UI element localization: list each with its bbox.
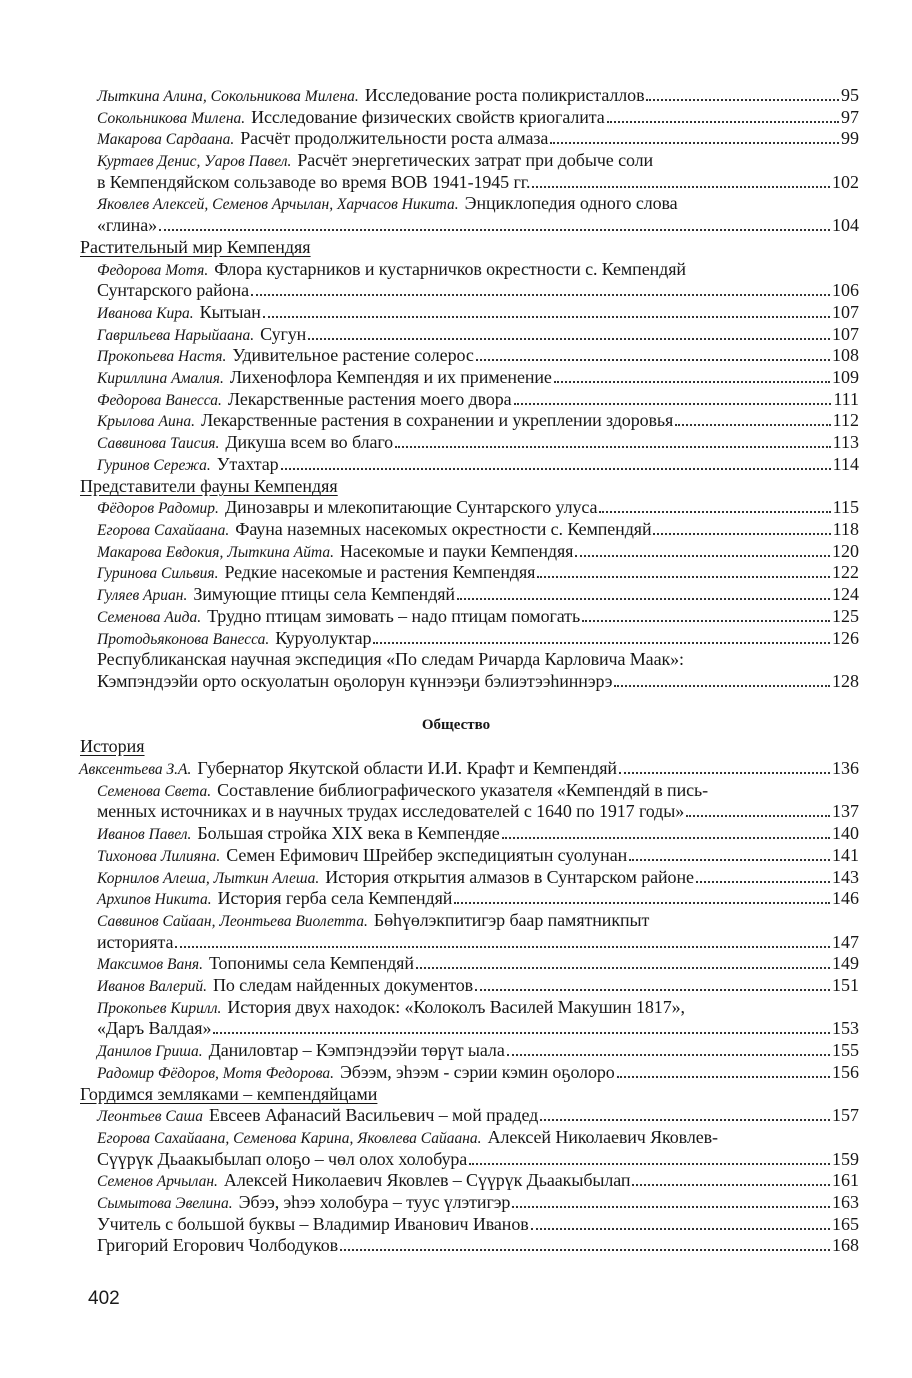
toc-line <box>97 214 859 236</box>
entry-title: «глина» <box>97 215 158 235</box>
toc-line <box>97 301 859 325</box>
entry-page-number: 163 <box>832 1192 859 1212</box>
toc-line <box>97 171 859 193</box>
entry-title: Исследование роста поликристаллов <box>364 85 645 105</box>
entry-author: Яковлев Алексей, Семенов Арчылан, Харчасов Никита. <box>97 196 459 213</box>
entry-title: Лекарственные растения в сохранении и укреплении здоровья <box>201 410 674 430</box>
entry-page-number: 168 <box>832 1235 859 1255</box>
entry-title: Утахтар <box>216 454 279 474</box>
entry-author: Авксентьева З.А. <box>79 761 192 778</box>
entry-title: Составление библиографического указателя «Кемпендяй в пись- <box>217 780 708 800</box>
toc-line <box>97 366 859 390</box>
entry-page-number: 104 <box>832 215 859 235</box>
dot-leader <box>213 1032 830 1034</box>
dot-leader <box>263 316 830 318</box>
toc-line <box>97 1061 859 1085</box>
entry-title: Фауна наземных насекомых окрестности с. Кемпендяй <box>235 519 652 539</box>
dot-leader <box>599 511 830 513</box>
toc-line <box>97 496 859 520</box>
section-heading: История <box>80 736 145 756</box>
dot-leader <box>281 468 831 470</box>
dot-leader <box>537 576 830 578</box>
entry-title: Алексей Николаевич Яковлев – Сүүрүк Дьаакыбылап <box>223 1170 631 1190</box>
entry-page-number: 137 <box>832 801 859 821</box>
toc-line <box>97 844 859 868</box>
dot-leader <box>502 837 830 839</box>
toc-line <box>97 1234 859 1256</box>
entry-author: Иванова Кира. <box>97 305 194 322</box>
entry-author: Егорова Сахайаана, Семенова Карина, Яковлева Сайаана. <box>97 1130 482 1147</box>
dot-leader <box>614 685 830 687</box>
entry-title: Лихенофлора Кемпендяя и их применение <box>229 367 552 387</box>
entry-title: Исследование физических свойств криогалита <box>251 107 605 127</box>
dot-leader <box>416 967 830 969</box>
entry-page-number: 115 <box>832 497 859 517</box>
entry-title: Евсеев Афанасий Васильевич – мой прадед <box>209 1105 539 1125</box>
toc-line <box>97 279 859 301</box>
entry-page-number: 147 <box>832 932 859 952</box>
entry-author: Федорова Ванесса. <box>97 392 222 409</box>
dot-leader <box>514 403 832 405</box>
toc-line <box>97 974 859 998</box>
entry-author: Гаврильева Нарыйаана. <box>97 327 255 344</box>
entry-page-number: 128 <box>832 671 859 691</box>
dot-leader <box>475 989 830 991</box>
toc-line <box>97 931 859 953</box>
entry-author: Куртаев Денис, Уаров Павел. <box>97 153 292 170</box>
entry-title: Расчёт продолжительности роста алмаза <box>240 128 549 148</box>
dot-leader <box>175 946 830 948</box>
dot-leader <box>582 620 830 622</box>
entry-title: Кэмпэндээйи орто оскуолатын оҕолорун күннээҕи бэлиэтээһиннэрэ <box>97 671 613 691</box>
entry-title: Насекомые и пауки Кемпендяя <box>339 541 574 561</box>
entry-author: Иванов Валерий. <box>97 978 207 995</box>
entry-page-number: 102 <box>832 172 859 192</box>
entry-author: Архипов Никита. <box>97 891 212 908</box>
toc-line <box>97 887 859 911</box>
toc-line <box>97 192 859 216</box>
entry-title: историята <box>97 932 174 952</box>
toc-line <box>97 149 859 173</box>
toc-line <box>97 127 859 151</box>
dot-leader <box>617 1076 830 1078</box>
toc-line <box>97 561 859 585</box>
entry-title: Григорий Егорович Чолбодуков <box>97 1235 338 1255</box>
entry-page-number: 109 <box>832 367 859 387</box>
entry-page-number: 106 <box>832 280 859 300</box>
entry-author: Фёдоров Радомир. <box>97 500 219 517</box>
toc-line <box>97 648 859 670</box>
entry-author: Прокопьев Кирилл. <box>97 1000 222 1017</box>
entry-page-number: 112 <box>832 410 859 430</box>
entry-author: Саввинова Таисия. <box>97 435 220 452</box>
dot-leader <box>575 555 830 557</box>
entry-page-number: 97 <box>841 107 859 127</box>
entry-page-number: 107 <box>832 324 859 344</box>
entry-title: «Даръ Валдая» <box>97 1018 212 1038</box>
entry-title: Кытыан <box>199 302 261 322</box>
entry-author: Лыткина Алина, Сокольникова Милена. <box>97 88 359 105</box>
entry-title: История герба села Кемпендяй <box>217 888 453 908</box>
section-heading: Гордимся земляками – кемпендяйцами <box>80 1084 378 1104</box>
entry-author: Максимов Ваня. <box>97 956 203 973</box>
dot-leader <box>632 1184 830 1186</box>
dot-leader <box>554 381 830 383</box>
dot-leader <box>457 598 830 600</box>
entry-author: Тихонова Лилияна. <box>97 848 221 865</box>
dot-leader <box>251 294 830 296</box>
entry-page-number: 161 <box>832 1170 859 1190</box>
entry-page-number: 151 <box>832 975 859 995</box>
entry-author: Саввинов Сайаан, Леонтьева Виолетта. <box>97 913 368 930</box>
entry-title: Республиканская научная экспедиция «По следам Ричарда Карловича Маак»: <box>97 649 684 669</box>
dot-leader <box>308 338 830 340</box>
entry-author: Семенова Аида. <box>97 609 202 626</box>
dot-leader <box>550 142 839 144</box>
entry-page-number: 136 <box>832 758 859 778</box>
entry-author: Данилов Гриша. <box>97 1043 203 1060</box>
toc-line <box>97 84 859 108</box>
entry-title: Зимующие птицы села Кемпендяй <box>193 584 455 604</box>
entry-author: Гуринов Сережа. <box>97 457 211 474</box>
entry-page-number: 114 <box>832 454 859 474</box>
toc-line <box>97 583 859 607</box>
entry-page-number: 122 <box>832 562 859 582</box>
entry-author: Радомир Фёдоров, Мотя Федорова. <box>97 1065 335 1082</box>
entry-title: Эбээ, эһээ холобура – туус үлэтигэр <box>238 1192 511 1212</box>
dot-leader <box>340 1249 830 1251</box>
toc-line <box>97 518 859 542</box>
entry-page-number: 120 <box>832 541 859 561</box>
entry-author: Корнилов Алеша, Лыткин Алеша. <box>97 870 320 887</box>
entry-author: Макарова Сардаана. <box>97 131 235 148</box>
dot-leader <box>540 1119 830 1121</box>
entry-author: Семенова Света. <box>97 783 212 800</box>
entry-author: Крылова Аина. <box>97 413 196 430</box>
entry-title: Эбээм, эһээм - сэрии кэмин оҕолоро <box>340 1062 615 1082</box>
toc-line <box>97 605 859 629</box>
entry-title: Большая стройка XIX века в Кемпендяе <box>197 823 500 843</box>
entry-page-number: 140 <box>832 823 859 843</box>
division-heading: Общество <box>421 717 491 733</box>
dot-leader <box>653 533 830 535</box>
entry-title: Сугун <box>260 324 307 344</box>
entry-title: Бөһүөлэкпитигэр баар памятникпыт <box>373 910 650 930</box>
dot-leader <box>469 1163 830 1165</box>
entry-title: Расчёт энергетических затрат при добыче соли <box>297 150 654 170</box>
dot-leader <box>532 186 830 188</box>
entry-author: Макарова Евдокия, Лыткина Айта. <box>97 544 334 561</box>
entry-title: Семен Ефимович Шрейбер экспедициятын суолунан <box>226 845 628 865</box>
toc-line <box>97 670 859 692</box>
toc-line <box>97 909 859 933</box>
section-heading: Представители фауны Кемпендяя <box>80 476 338 496</box>
entry-author: Егорова Сахайаана. <box>97 522 230 539</box>
entry-title: История открытия алмазов в Сунтарском районе <box>325 867 694 887</box>
dot-leader <box>395 446 831 448</box>
entry-title: Динозавры и млекопитающие Сунтарского улуса <box>224 497 598 517</box>
entry-title: Даниловтар – Кэмпэндээйи төрүт ыала <box>208 1040 505 1060</box>
entry-author: Семенов Арчылан. <box>97 1173 218 1190</box>
dot-leader <box>159 229 830 231</box>
dot-leader <box>607 121 839 123</box>
dot-leader <box>512 1206 830 1208</box>
entry-title: По следам найденных документов <box>212 975 474 995</box>
toc-line <box>97 1191 859 1215</box>
toc-line <box>97 1104 859 1128</box>
entry-author: Прокопьева Настя. <box>97 348 227 365</box>
entry-title: Учитель с большой буквы – Владимир Иванович Иванов <box>97 1214 529 1234</box>
entry-page-number: 124 <box>832 584 859 604</box>
entry-title: Трудно птицам зимовать – надо птицам помогать <box>207 606 581 626</box>
dot-leader <box>476 359 830 361</box>
toc-line <box>97 453 859 477</box>
entry-page-number: 99 <box>841 128 859 148</box>
dot-leader <box>619 772 830 774</box>
toc-line <box>97 409 859 433</box>
entry-page-number: 126 <box>832 628 859 648</box>
toc-line <box>97 800 859 822</box>
entry-page-number: 155 <box>832 1040 859 1060</box>
dot-leader <box>507 1054 830 1056</box>
dot-leader <box>373 642 830 644</box>
dot-leader <box>675 424 830 426</box>
dot-leader <box>686 815 830 817</box>
entry-author: Федорова Мотя. <box>97 262 209 279</box>
entry-page-number: 125 <box>832 606 859 626</box>
entry-title: Алексей Николаевич Яковлев- <box>487 1127 718 1147</box>
entry-author: Леонтьев Саша <box>97 1108 203 1125</box>
entry-author: Сокольникова Милена. <box>97 110 246 127</box>
entry-title: Губернатор Якутской области И.И. Крафт и Кемпендяй <box>197 758 617 778</box>
entry-author: Протодьяконова Ванесса. <box>97 631 270 648</box>
entry-title: Флора кустарников и кустарничков окрестности с. Кемпендяй <box>214 259 686 279</box>
dot-leader <box>646 99 839 101</box>
dot-leader <box>454 902 830 904</box>
entry-author: Сымытова Эвелина. <box>97 1195 233 1212</box>
toc-line <box>97 1148 859 1170</box>
entry-page-number: 107 <box>832 302 859 322</box>
dot-leader <box>531 1228 830 1230</box>
dot-leader <box>696 881 830 883</box>
entry-page-number: 146 <box>832 888 859 908</box>
entry-page-number: 156 <box>832 1062 859 1082</box>
entry-title: История двух находок: «Колоколъ Василей Макушин 1817», <box>227 997 685 1017</box>
entry-page-number: 159 <box>832 1149 859 1169</box>
entry-author: Кириллина Амалия. <box>97 370 224 387</box>
entry-title: Сүүрүк Дьаакыбылап олоҕо – чөл олох холобура <box>97 1149 468 1169</box>
entry-page-number: 149 <box>832 953 859 973</box>
toc-line <box>97 431 859 455</box>
toc-line <box>97 952 859 976</box>
entry-page-number: 157 <box>832 1105 859 1125</box>
toc-line <box>97 344 859 368</box>
entry-author: Иванов Павел. <box>97 826 192 843</box>
entry-title: Редкие насекомые и растения Кемпендяя <box>224 562 536 582</box>
entry-page-number: 111 <box>833 389 859 409</box>
toc-line <box>97 1169 859 1193</box>
entry-page-number: 153 <box>832 1018 859 1038</box>
entry-title: Куруолуктар <box>275 628 372 648</box>
entry-page-number: 141 <box>832 845 859 865</box>
entry-page-number: 118 <box>832 519 859 539</box>
toc-line <box>97 1039 859 1063</box>
entry-page-number: 108 <box>832 345 859 365</box>
entry-title: в Кемпендяйском сользаводе во время ВОВ 1941-1945 гг. <box>97 172 531 192</box>
dot-leader <box>629 859 830 861</box>
toc-line <box>97 1213 859 1235</box>
entry-title: Удивительное растение солерос <box>232 345 474 365</box>
page-number: 402 <box>88 1288 120 1309</box>
entry-title: Сунтарского района <box>97 280 249 300</box>
entry-title: менных источниках и в научных трудах исследователей с 1640 по 1917 годы» <box>97 801 685 821</box>
entry-title: Энциклопедия одного слова <box>464 193 678 213</box>
entry-page-number: 165 <box>832 1214 859 1234</box>
section-heading: Растительный мир Кемпендяя <box>80 237 311 257</box>
entry-page-number: 143 <box>832 867 859 887</box>
entry-author: Гуляев Ариан. <box>97 587 188 604</box>
entry-page-number: 113 <box>832 432 859 452</box>
toc-line <box>97 822 859 846</box>
entry-title: Дикуша всем во благо <box>225 432 394 452</box>
entry-title: Топонимы села Кемпендяй <box>208 953 414 973</box>
entry-title: Лекарственные растения моего двора <box>227 389 512 409</box>
entry-page-number: 95 <box>841 85 859 105</box>
toc-line <box>97 1017 859 1039</box>
entry-author: Гуринова Сильвия. <box>97 565 219 582</box>
toc-line <box>79 757 859 781</box>
toc-line <box>97 1126 859 1150</box>
